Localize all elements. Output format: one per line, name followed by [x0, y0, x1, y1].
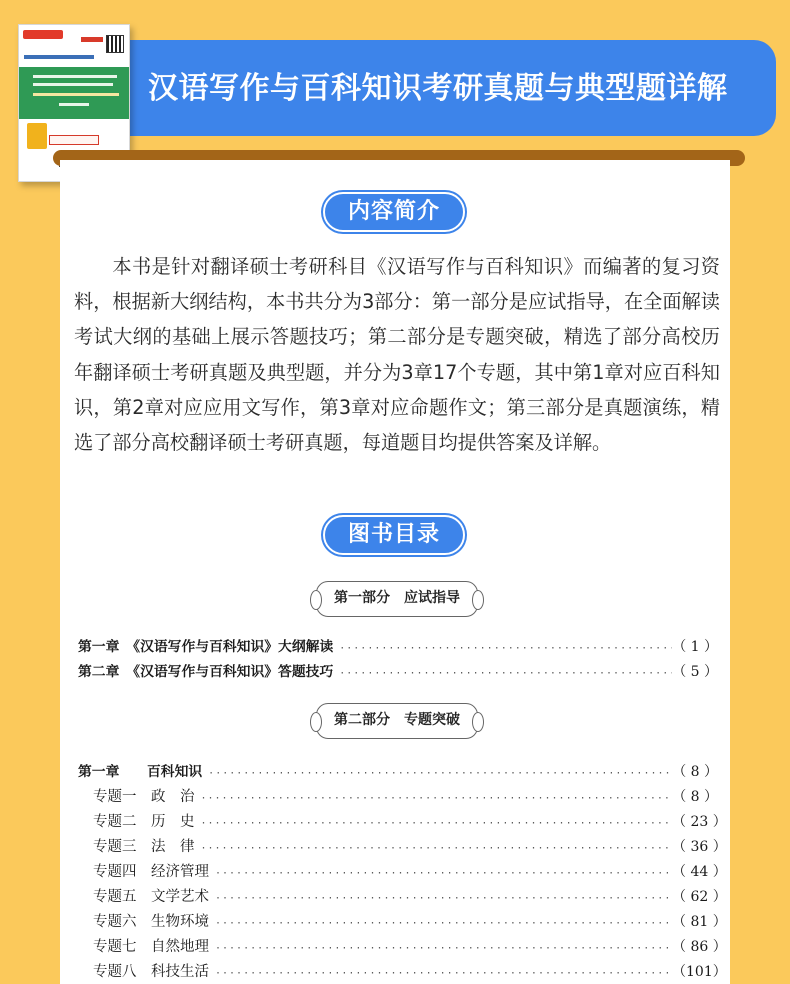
toc-row[interactable]: 专题一 政 治 ····· （ 8 ） — [93, 785, 718, 807]
toc-row[interactable]: 专题七 自然地理 ····· （ 86 ） — [93, 935, 718, 957]
page-title: 汉语写作与百科知识考研真题与典型题详解 — [148, 71, 728, 106]
toc-heading: 图书目录 — [323, 515, 465, 555]
toc-part-2-title: 第二部分 专题突破 — [316, 703, 478, 739]
toc-row[interactable]: 第一章 《汉语写作与百科知识》大纲解读 ····· （ 1 ） — [78, 635, 718, 657]
toc-row[interactable]: 专题六 生物环境 ····· （ 81 ） — [93, 910, 718, 932]
toc-row[interactable]: 专题八 科技生活 ····· （101） — [93, 960, 718, 982]
intro-heading: 内容简介 — [323, 192, 465, 232]
toc-row[interactable]: 专题四 经济管理 ····· （ 44 ） — [93, 860, 718, 882]
toc-row[interactable]: 第二章 《汉语写作与百科知识》答题技巧 ····· （ 5 ） — [78, 660, 718, 682]
toc-row[interactable]: 专题二 历 史 ····· （ 23 ） — [93, 810, 718, 832]
toc-row[interactable]: 专题五 文学艺术 ····· （ 62 ） — [93, 885, 718, 907]
intro-body: 本书是针对翻译硕士考研科目《汉语写作与百科知识》而编著的复习资料，根据新大纲结构，本书共分为3部分：第一部分是应试指导，在全面解读考试大纲的基础上展示答题技巧；第二部分是专题突破，精选了部分高校历年翻译硕士考研真题及典型题，并分为3章17个专题，其中第1章对应百科知识，第2章对应应用文写作，第3章对应命题作文；第三部分是真题演练，精选了部分高校翻译硕士考研真题，每道题目均提供答案及详解。 — [74, 255, 720, 455]
toc-part-1-title: 第一部分 应试指导 — [316, 581, 478, 617]
toc-row[interactable]: 第一章 百科知识 ····· （ 8 ） — [78, 760, 718, 782]
toc-row[interactable]: 专题三 法 律 ····· （ 36 ） — [93, 835, 718, 857]
